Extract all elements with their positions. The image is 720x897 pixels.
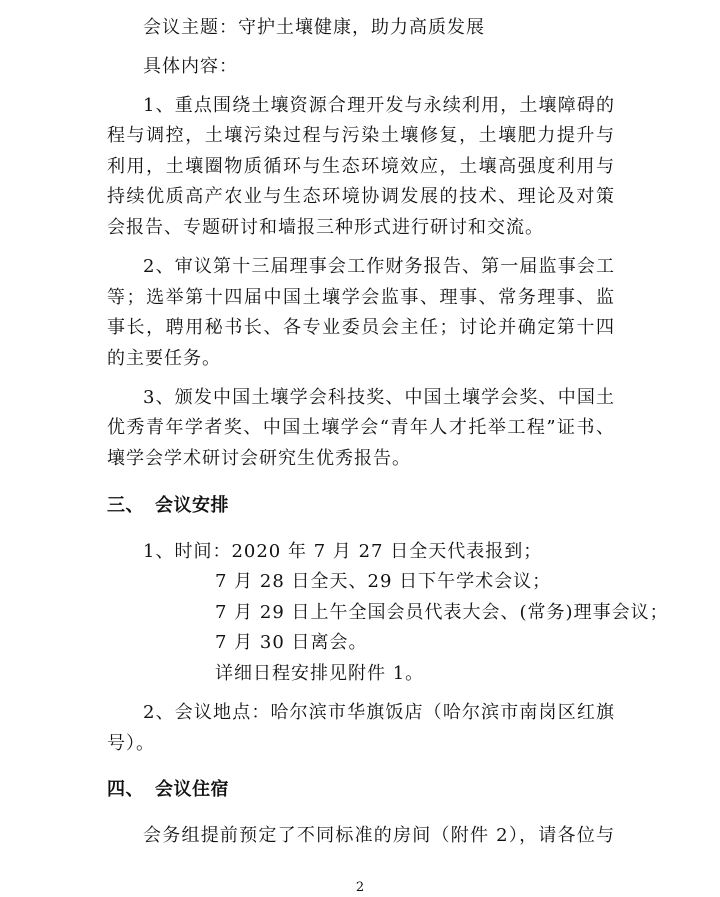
schedule-day: 7 月 28 日全天、29 日下午学术会议； <box>215 571 552 592</box>
item1-line: 持续优质高产农业与生态环境协调发展的技术、理论及对策 <box>107 186 615 207</box>
schedule-day: 7 月 30 日离会。 <box>215 632 368 653</box>
item2-line: 的主要任务。 <box>107 348 221 369</box>
schedule-detail: 详细日程安排见附件 1。 <box>215 663 425 684</box>
item1-line: 程与调控，土壤污染过程与污染土壤修复，土壤肥力提升与 <box>107 125 615 146</box>
schedule-time: 1、时间：2020 年 7 月 27 日全天代表报到； <box>143 541 543 562</box>
section-number: 四、 <box>107 779 144 800</box>
content-heading: 具体内容： <box>143 56 238 77</box>
schedule-day: 7 月 29 日上午全国会员代表大会、(常务)理事会议； <box>215 602 669 623</box>
meeting-theme: 会议主题：守护土壤健康，助力高质发展 <box>143 17 485 38</box>
section-heading-arrangement <box>107 494 229 518</box>
item1-line: 1、重点围绕土壤资源合理开发与永续利用，土壤障碍的 <box>143 95 615 116</box>
venue-line: 2、会议地点：哈尔滨市华旗饭店（哈尔滨市南岗区红旗 <box>143 702 615 723</box>
item3-line: 壤学会学术研讨会研究生优秀报告。 <box>107 448 411 469</box>
lodging-line: 会务组提前预定了不同标准的房间（附件 2），请各位与 <box>143 825 615 846</box>
item2-line: 事长，聘用秘书长、各专业委员会主任；讨论并确定第十四 <box>107 317 615 338</box>
section-title: 会议安排 <box>155 495 229 516</box>
item2-line: 2、审议第十三届理事会工作财务报告、第一届监事会工 <box>143 256 615 277</box>
page-number: 2 <box>355 880 365 895</box>
item3-line: 3、颁发中国土壤学会科技奖、中国土壤学会奖、中国土 <box>143 387 615 408</box>
item3-line: 优秀青年学者奖、中国土壤学会“青年人才托举工程”证书、 <box>107 417 615 438</box>
section-number: 三、 <box>107 495 144 516</box>
section-heading-lodging <box>107 778 229 802</box>
venue-line: 号）。 <box>107 733 155 754</box>
section-title: 会议住宿 <box>155 779 229 800</box>
item2-line: 等；选举第十四届中国土壤学会监事、理事、常务理事、监 <box>107 287 615 308</box>
item1-line: 会报告、专题研讨和墙报三种形式进行研讨和交流。 <box>107 217 544 238</box>
item1-line: 利用，土壤圈物质循环与生态环境效应，土壤高强度利用与 <box>107 156 615 177</box>
